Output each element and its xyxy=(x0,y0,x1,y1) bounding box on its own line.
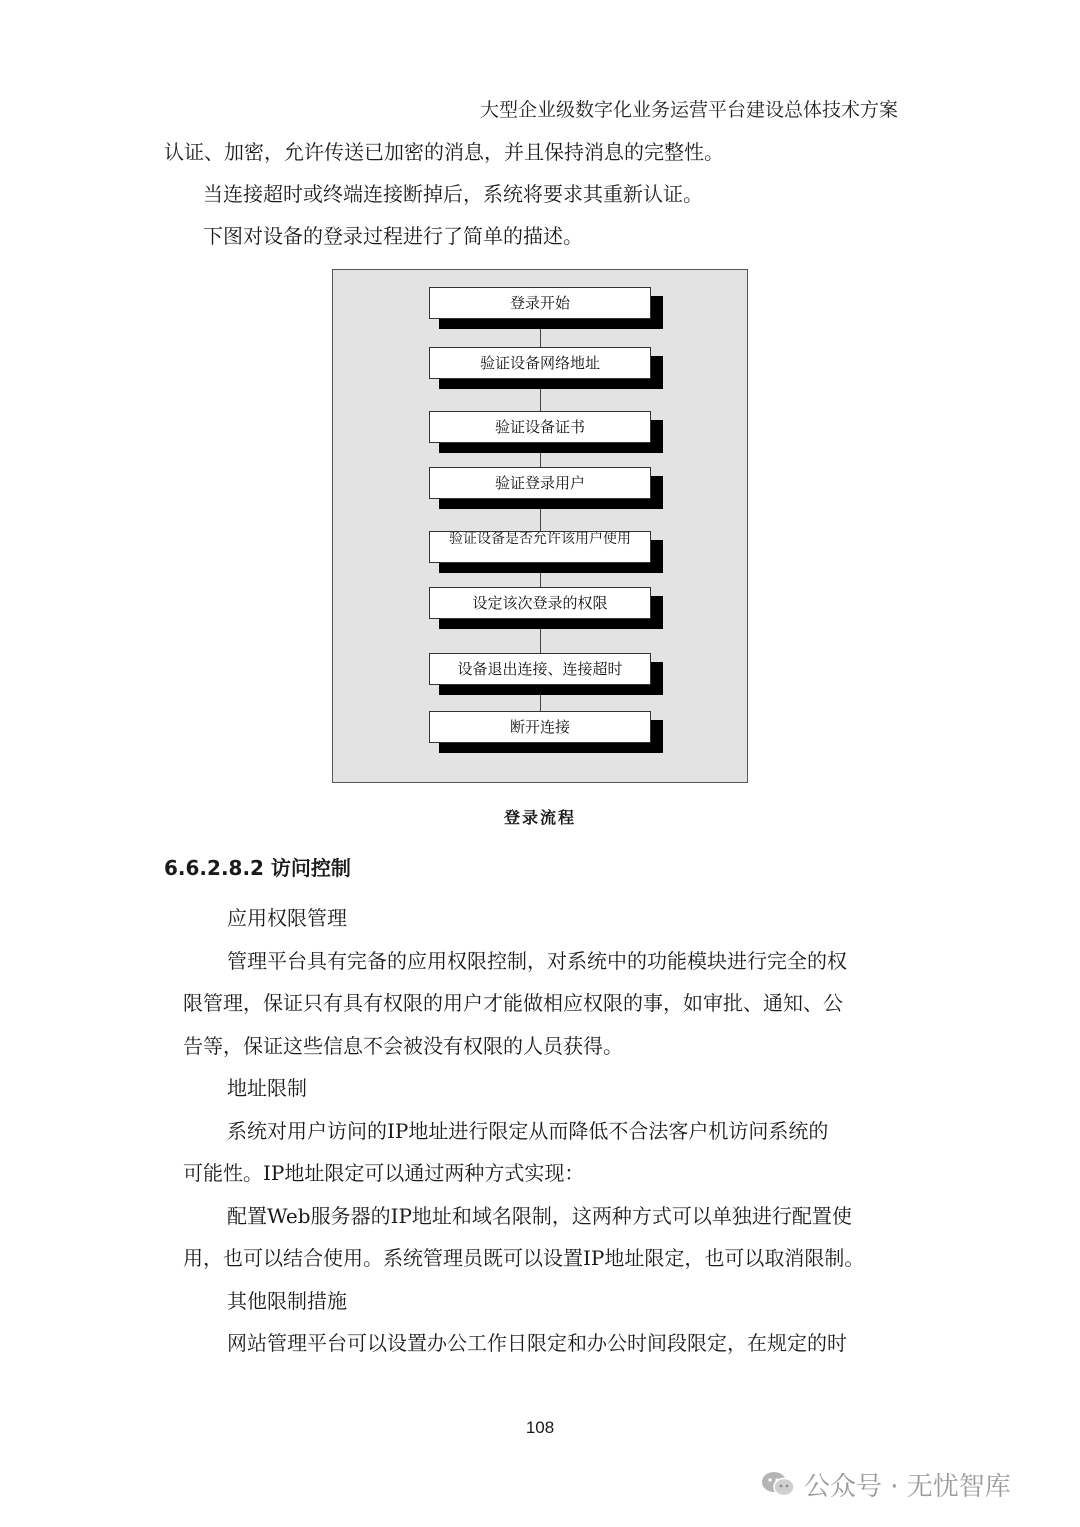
subheading-address-limit: 地址限制 xyxy=(227,1076,307,1100)
body-line: 可能性。IP地址限定可以通过两种方式实现： xyxy=(183,1161,585,1185)
body-line: 系统对用户访问的IP地址进行限定从而降低不合法客户机访问系统的 xyxy=(227,1119,829,1143)
flow-step-set-privileges: 设定该次登录的权限 xyxy=(429,587,651,619)
document-header-title: 大型企业级数字化业务运营平台建设总体技术方案 xyxy=(479,99,898,121)
body-line: 告等，保证这些信息不会被没有权限的人员获得。 xyxy=(183,1034,623,1058)
subheading-app-permission: 应用权限管理 xyxy=(227,906,347,930)
intro-line-3: 下图对设备的登录过程进行了简单的描述。 xyxy=(203,224,583,248)
flow-step-logout-timeout: 设备退出连接、连接超时 xyxy=(429,653,651,685)
body-line: 限管理，保证只有具有权限的用户才能做相应权限的事，如审批、通知、公 xyxy=(183,991,843,1015)
body-line: 网站管理平台可以设置办公工作日限定和办公时间段限定，在规定的时 xyxy=(227,1331,847,1355)
flow-step-verify-network-address: 验证设备网络地址 xyxy=(429,347,651,379)
body-line: 用，也可以结合使用。系统管理员既可以设置IP地址限定，也可以取消限制。 xyxy=(183,1246,865,1270)
flow-step-verify-permission: 验证设备是否允许该用户使用 xyxy=(429,531,651,563)
flow-step-verify-user: 验证登录用户 xyxy=(429,467,651,499)
flow-step-verify-certificate: 验证设备证书 xyxy=(429,411,651,443)
intro-line-2: 当连接超时或终端连接断掉后，系统将要求其重新认证。 xyxy=(203,182,703,206)
section-heading: 6.6.2.8.2 访问控制 xyxy=(164,856,351,880)
login-flowchart xyxy=(332,269,748,783)
flow-step-start: 登录开始 xyxy=(429,287,651,319)
watermark-text: 公众号 · 无忧智库 xyxy=(804,1472,1011,1502)
body-line: 配置Web服务器的IP地址和域名限制，这两种方式可以单独进行配置使 xyxy=(227,1204,852,1228)
body-line: 管理平台具有完备的应用权限控制，对系统中的功能模块进行完全的权 xyxy=(227,949,847,973)
wechat-icon xyxy=(760,1470,796,1498)
page-number: 108 xyxy=(525,1418,555,1437)
flow-step-disconnect: 断开连接 xyxy=(429,711,651,743)
intro-line-1: 认证、加密，允许传送已加密的消息，并且保持消息的完整性。 xyxy=(164,140,724,164)
subheading-other-limits: 其他限制措施 xyxy=(227,1289,347,1313)
figure-caption: 登录流程 xyxy=(503,808,576,827)
